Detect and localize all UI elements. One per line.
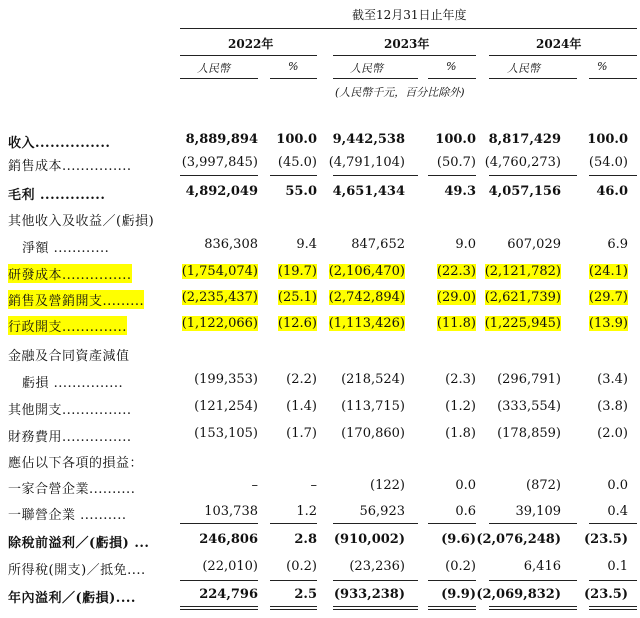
row-cell: (1,122,066) [181,316,258,331]
row-cell: (9.6) [441,532,476,547]
row-label: 一聯營企業 .......... [8,508,127,523]
unit-pct-2022-underline [270,78,317,79]
rule-after-cost-24 [489,175,577,176]
double-rule-23 [333,606,418,610]
unit-rmb-2024: 人民幣 [507,62,540,75]
row-label: 應佔以下各項的損益： [8,456,144,471]
unit-rmb-2022: 人民幣 [197,62,230,75]
row-cell: (199,353) [194,372,258,387]
row-cell: (2.2) [286,372,317,387]
row-cell: (333,554) [497,399,561,414]
row-cell: (23.5) [584,587,628,602]
row-cell: 9,442,538 [332,132,405,147]
rule-before-pbt-pct23 [428,523,476,524]
unit-rmb-2022-underline [180,78,258,79]
row-cell: 9.0 [455,237,476,252]
year-2022: 2022年 [228,37,274,51]
row-cell: (122) [370,478,405,493]
row-label: 銷售成本............... [8,159,132,174]
row-cell: (4,760,273) [484,155,561,170]
rule-before-pbt-pct24 [589,523,637,524]
row-cell: (23.5) [584,532,628,547]
double-rule-24 [489,606,577,610]
row-label: 所得稅(開支)／抵免.... [8,563,146,578]
row-cell: 39,109 [515,504,561,519]
row-cell: 246,806 [199,532,258,547]
row-cell: (45.0) [277,155,317,170]
row-cell: (178,859) [497,426,561,441]
row-cell: (2.3) [445,372,476,387]
row-cell: (2,121,782) [484,264,561,279]
row-cell: 1.2 [296,504,317,519]
row-cell: (2,621,739) [484,290,561,305]
unit-pct-2022: % [288,60,299,73]
rule-before-net [180,580,258,581]
row-cell: 0.0 [455,478,476,493]
row-label: 毛利 ............. [8,188,106,203]
row-cell: (54.0) [588,155,628,170]
row-cell: 4,057,156 [488,184,561,199]
row-cell: (2,076,248) [476,532,561,547]
unit-pct-2024-underline [589,78,637,79]
unit-rmb-2023: 人民幣 [350,62,383,75]
row-cell: 100.0 [276,132,317,147]
row-cell: (23,236) [349,559,405,574]
row-cell: (13.9) [588,316,628,331]
row-cell: (2,235,437) [181,290,258,305]
row-cell: 100.0 [435,132,476,147]
row-cell: – [310,478,317,493]
row-label: 收入............... [8,136,111,151]
row-cell: (22,010) [202,559,258,574]
row-cell: (933,238) [333,587,405,602]
row-cell: 4,651,434 [332,184,405,199]
row-cell: (121,254) [194,399,258,414]
row-cell: (19.7) [277,264,317,279]
rule-before-pbt-pct22 [270,523,317,524]
row-cell: (0.2) [445,559,476,574]
period-underline [180,28,637,29]
row-label: 其他收入及收益／(虧損) [8,214,155,229]
row-cell: 9.4 [296,237,317,252]
rule-after-cost-pct24 [589,175,637,176]
row-cell: (170,860) [341,426,405,441]
row-cell: 55.0 [285,184,317,199]
row-cell: 56,923 [359,504,405,519]
row-cell: (1.8) [445,426,476,441]
row-cell: 0.6 [455,504,476,519]
row-cell: (3.4) [597,372,628,387]
row-label: 年內溢利／(虧損).... [8,591,136,606]
row-cell: (218,524) [341,372,405,387]
rule-after-cost-pct23 [428,175,476,176]
rule-before-net-23 [333,580,418,581]
year-2023-underline [333,55,476,56]
unit-note: (人民幣千元，百分比除外) [335,86,465,99]
row-label: 研發成本............... [8,264,132,283]
double-rule-pct22 [270,606,317,610]
rule-before-net-24 [489,580,577,581]
row-cell: 8,817,429 [488,132,561,147]
row-cell: (1.2) [445,399,476,414]
row-cell: (11.8) [436,316,476,331]
row-cell: 46.0 [596,184,628,199]
row-cell: 607,029 [507,237,561,252]
rule-after-cost-23 [333,175,418,176]
row-cell: (296,791) [497,372,561,387]
unit-rmb-2023-underline [333,78,418,79]
row-cell: 103,738 [204,504,258,519]
row-label: 行政開支.............. [8,316,127,335]
double-rule-pct24 [589,606,637,610]
year-2023: 2023年 [384,37,430,51]
unit-pct-2023: % [446,60,457,73]
row-cell: (25.1) [277,290,317,305]
row-label: 金融及合同資產減值 [8,349,130,364]
row-cell: 2.5 [294,587,317,602]
row-cell: (1,113,426) [328,316,405,331]
row-cell: 0.1 [607,559,628,574]
unit-rmb-2024-underline [489,78,577,79]
row-cell: (0.2) [286,559,317,574]
rule-before-net-pct24 [589,580,637,581]
rule-before-pbt-23 [333,523,418,524]
row-cell: (4,791,104) [328,155,405,170]
year-2024-underline [489,55,637,56]
row-cell: (22.3) [436,264,476,279]
rule-before-pbt-24 [489,523,577,524]
year-2022-underline [180,55,317,56]
unit-pct-2024: % [597,60,608,73]
row-cell: 49.3 [444,184,476,199]
row-cell: 836,308 [204,237,258,252]
row-label: 其他開支............... [8,403,132,418]
row-cell: (872) [526,478,561,493]
row-cell: 0.0 [607,478,628,493]
rule-after-cost [180,175,258,176]
row-cell: (29.7) [588,290,628,305]
row-cell: (1,225,945) [484,316,561,331]
row-cell: (12.6) [277,316,317,331]
row-cell: (2,106,470) [328,264,405,279]
row-label: 淨額 ............ [22,241,110,256]
row-cell: 100.0 [587,132,628,147]
rule-before-net-pct22 [270,580,317,581]
row-cell: (3.8) [597,399,628,414]
row-cell: (2.0) [597,426,628,441]
row-cell: (24.1) [588,264,628,279]
unit-pct-2023-underline [428,78,476,79]
row-cell: 224,796 [199,587,258,602]
row-cell: (113,715) [341,399,405,414]
double-rule-22 [180,606,258,610]
row-cell: (3,997,845) [181,155,258,170]
row-label: 財務費用............... [8,430,132,445]
row-cell: (153,105) [194,426,258,441]
row-cell: (1.7) [286,426,317,441]
row-cell: 6.9 [607,237,628,252]
year-2024: 2024年 [536,37,582,51]
period-header: 截至12月31日止年度 [352,8,467,22]
row-cell: – [251,478,258,493]
row-cell: 6,416 [523,559,561,574]
row-cell: 847,652 [351,237,405,252]
row-label: 一家合營企業.......... [8,482,136,497]
row-cell: 2.8 [294,532,317,547]
rule-before-pbt [180,523,258,524]
row-cell: (50.7) [436,155,476,170]
row-cell: (2,069,832) [476,587,561,602]
row-cell: 4,892,049 [185,184,258,199]
row-label: 除稅前溢利／(虧損) ... [8,536,150,551]
rule-before-net-pct23 [428,580,476,581]
row-cell: (1,754,074) [181,264,258,279]
rule-after-cost-pct22 [270,175,317,176]
double-rule-pct23 [428,606,476,610]
row-cell: 0.4 [607,504,628,519]
row-cell: (9.9) [441,587,476,602]
row-label: 銷售及營銷開支......... [8,290,144,309]
row-cell: 8,889,894 [185,132,258,147]
row-cell: (910,002) [333,532,405,547]
row-cell: (29.0) [436,290,476,305]
row-cell: (2,742,894) [328,290,405,305]
row-label: 虧損 ............... [22,376,124,391]
row-cell: (1.4) [286,399,317,414]
